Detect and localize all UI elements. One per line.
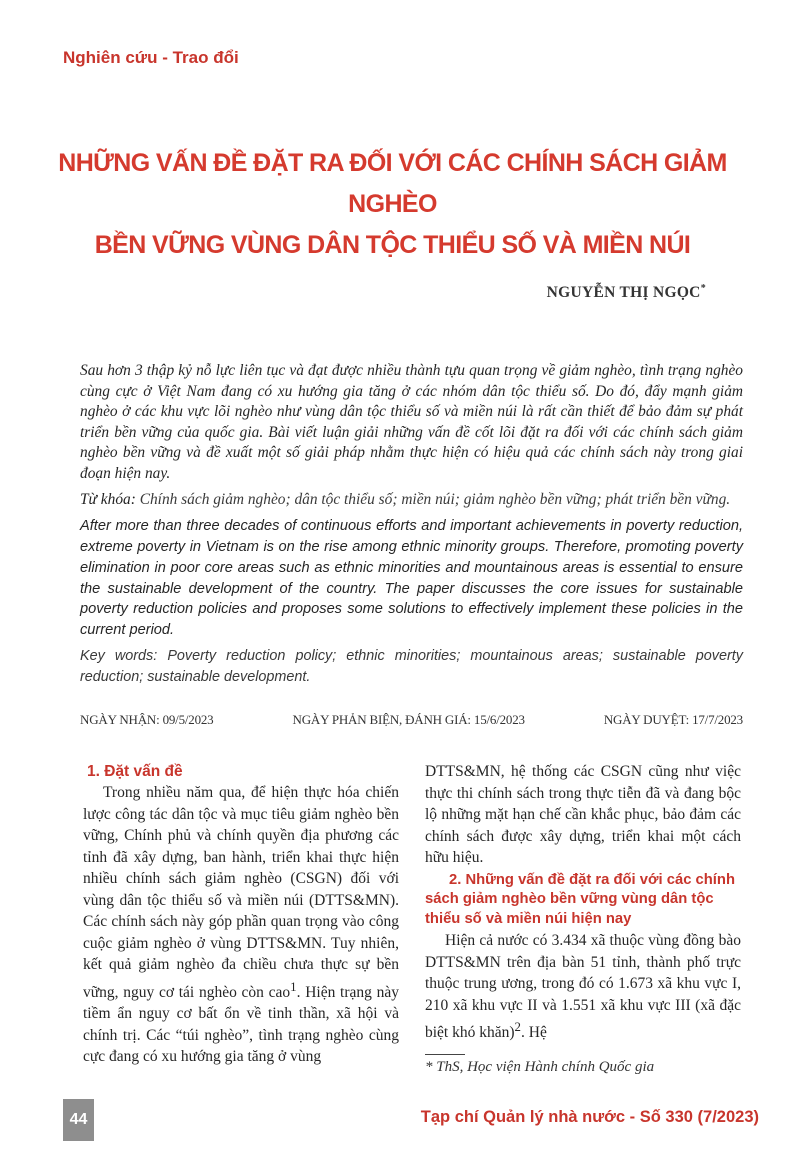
- date-received: [80, 712, 214, 728]
- footnote-ref-1: 1: [290, 978, 297, 994]
- para1-text-b: . Hiện trạng này tiềm ẩn nguy cơ bất ổn về tinh thần, xã hội và chính trị. Các “túi nghèo”, tình trạng nghèo cùng cực đang có xu hướng gia tăng ở vùng: [83, 983, 399, 1066]
- author-text: NGUYỄN THỊ NGỌC: [546, 284, 701, 302]
- author-footnote-mark: *: [700, 283, 706, 294]
- date-approved: [604, 712, 743, 728]
- footnote-ref-2: 2: [514, 1019, 521, 1034]
- abstract-vietnamese: Sau hơn 3 thập kỷ nỗ lực liên tục và đạt được nhiều thành tựu quan trọng về giảm nghèo, tình trạng nghèo cùng cực ở Việt Nam đang có xu hướng gia tăng ở các nhóm dân tộc thiểu số. Do đó, đẩy mạnh giảm nghèo ở các khu vực lõi nghèo như vùng dân tộc thiểu số và miền núi là rất cần thiết để bảo đảm sự phát triển bền vững của quốc gia. Bài viết luận giải những vấn đề cốt lõi đặt ra đối với các chính sách giảm nghèo bền vững và đề xuất một số giải pháp nhằm thực hiện có hiệu quả các chính sách này trong giai đoạn hiện nay.: [80, 362, 743, 482]
- date-review-label: NGÀY PHẢN BIỆN, ĐÁNH GIÁ:: [292, 712, 471, 727]
- keywords-english: [80, 646, 743, 688]
- body-column-left: [83, 761, 399, 1068]
- date-received-label: NGÀY NHẬN:: [80, 712, 160, 727]
- abstract-block: [80, 361, 743, 688]
- para1-text-a: Trong nhiều năm qua, để hiện thực hóa chiến lược công tác dân tộc và mục tiêu giảm nghèo bền vững, Chính phủ và chính quyền địa phương các tỉnh đã xây dựng, ban hành, triển khai thực hiện nhiều chính sách giảm nghèo (CSGN) đối với vùng dân tộc thiểu số và miền núi (DTTS&MN). Các chính sách này góp phần quan trọng vào công cuộc giảm nghèo ở vùng DTTS&MN. Tuy nhiên, kết quả giảm nghèo đa chiều chưa thực sự bền vững, nguy cơ tái nghèo còn cao: [83, 784, 399, 1001]
- para2-text-b: . Hệ: [521, 1024, 547, 1042]
- abstract-english: After more than three decades of continuous efforts and important achievements in poverty reduction, extreme poverty in Vietnam is on the rise among ethnic minority groups. Therefore, promoting poverty elimination in poor core areas such as ethnic minorities and mountainous areas is essential to ensure the sustainable development of the country. The paper discusses the core issues for sustainable poverty reduction policies and proposes some solutions to effectively implement these policies in the current period.: [80, 518, 743, 639]
- keywords-vietnamese: [80, 490, 743, 511]
- date-approved-label: NGÀY DUYỆT:: [603, 712, 689, 727]
- section-heading-1: 1. Đặt vấn đề: [87, 763, 183, 780]
- section-label: Nghiên cứu - Trao đổi: [63, 48, 239, 67]
- body-column-right: [425, 761, 741, 1044]
- page-number: 44: [63, 1099, 94, 1141]
- body-paragraph-1: [83, 782, 399, 1068]
- body-paragraph-1-continued: DTTS&MN, hệ thống các CSGN cũng như việc thực thi chính sách trong thực tiễn đã và đang bộc lộ những mặt hạn chế cần khắc phục, bảo đảm các chính sách được xây dựng, triển khai một cách hữu hiệu.: [425, 763, 741, 866]
- section-heading-2: 2. Những vấn đề đặt ra đối với các chính sách giảm nghèo bền vững vùng dân tộc thiểu số và miền núi hiện nay: [425, 871, 735, 927]
- title-line-2: BỀN VỮNG VÙNG DÂN TỘC THIỂU SỐ VÀ MIỀN NÚI: [94, 231, 691, 259]
- footnote-divider: [425, 1054, 465, 1055]
- date-received-value: 09/5/2023: [162, 712, 214, 727]
- date-review-value: 15/6/2023: [473, 712, 525, 727]
- keywords-en-label: Key words:: [80, 647, 158, 664]
- date-review: [293, 712, 525, 728]
- date-approved-value: 17/7/2023: [692, 712, 743, 727]
- article-dates: [80, 712, 743, 728]
- keywords-vn-text: Chính sách giảm nghèo; dân tộc thiểu số; miền núi; giảm nghèo bền vững; phát triển bền vững.: [139, 490, 731, 508]
- title-line-1: NHỮNG VẤN ĐỀ ĐẶT RA ĐỐI VỚI CÁC CHÍNH SÁCH GIẢM NGHÈO: [58, 149, 727, 218]
- keywords-vn-label: Từ khóa:: [80, 490, 136, 508]
- author-footnote: * ThS, Học viện Hành chính Quốc gia: [425, 1059, 655, 1075]
- keywords-en-text: Poverty reduction policy; ethnic minorities; mountainous areas; sustainable poverty reduction; sustainable development.: [80, 647, 743, 685]
- para2-text-a: Hiện cả nước có 3.434 xã thuộc vùng đồng bào DTTS&MN trên địa bàn 51 tỉnh, thành phố trực thuộc trung ương, trong đó có 1.673 xã khu vực I, 210 xã khu vực II và 1.551 xã khu vực III (xã đặc biệt khó khăn): [425, 932, 741, 1042]
- author-name: [547, 283, 706, 302]
- journal-footer: Tạp chí Quản lý nhà nước - Số 330 (7/2023): [420, 1108, 759, 1126]
- body-paragraph-2: [425, 930, 741, 1044]
- article-title: [30, 143, 755, 266]
